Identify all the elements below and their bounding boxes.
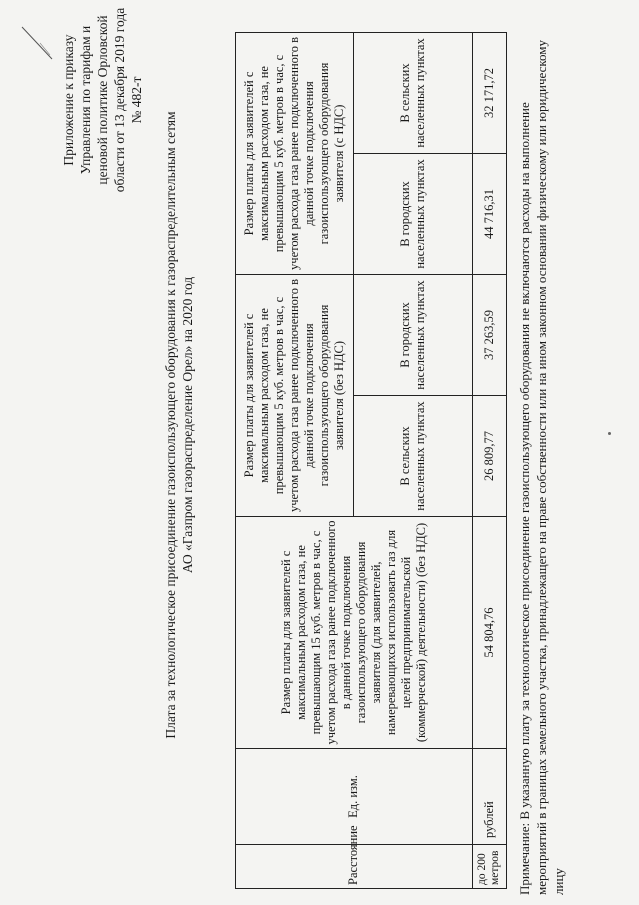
speck (608, 432, 611, 435)
subheader-rural: В сельских населенных пунктах (354, 396, 472, 517)
appendix-line: № 482-т (129, 76, 144, 124)
cell-val15: 54 804,76 (472, 517, 506, 749)
header-col15: Размер платы для заявителей с максимальным расходом газа, не превышающим 15 куб. метров в час, с учетом расхода газа ранее подключенного в данной точке подключения газоиспользующего оборудования заявителя (для заявителей, намеревающихся использовать газ для целей предпринимательской (коммерческой) деятельности) (без НДС) (236, 517, 473, 749)
subheader-rural-vat: В сельских населенных пунктах (354, 32, 472, 153)
cell-distance: до 200 метров (472, 845, 506, 889)
cell-urban-no-vat: 37 263,59 (472, 274, 506, 395)
tariff-table-wrap (235, 33, 507, 889)
table-row (472, 32, 506, 888)
cell-rural-vat: 32 171,72 (472, 32, 506, 153)
title-line: АО «Газпром газораспределение Орел» на 2020 год (180, 276, 195, 574)
appendix-line: ценовой политике Орловской (95, 15, 110, 185)
cell-urban-vat: 44 716,31 (472, 153, 506, 274)
cell-unit: рублей (472, 749, 506, 845)
pen-stroke-mark (16, 23, 56, 63)
cell-rural-no-vat: 26 809,77 (472, 396, 506, 517)
header-unit: Ед. изм. (236, 749, 473, 845)
subheader-urban-vat: В городских населенных пунктах (354, 153, 472, 274)
appendix-line: области от 13 декабря 2019 года (112, 7, 127, 193)
appendix-line: Приложение к приказу (61, 34, 76, 166)
document-title (162, 75, 196, 775)
header-distance: Расстояние (236, 845, 473, 889)
header-col5-no-vat: Размер платы для заявителей с максимальным расходом газа, не превышающим 5 куб. метров в час, с учетом расхода газа ранее подключенного в данной точке подключения газоиспользующего оборудования заявителя (без НДС) (236, 274, 354, 516)
appendix-block (60, 5, 145, 195)
header-col5-vat: Размер платы для заявителей с максимальным расходом газа, не превышающим 5 куб. метров в час, с учетом расхода газа ранее подключенного в данной точке подключения газоиспользующего оборудования заявителя (с НДС) (236, 32, 354, 274)
footnote: Примечание: В указанную плату за технологическое присоединение газоиспользующего оборудования не включаются расходы на выполнение мероприятий в границах земельного участка, принадлежащего на праве собственности или на ином законном основании физическому или юридическому лицу (517, 39, 566, 895)
subheader-urban: В городских населенных пунктах (354, 274, 472, 395)
title-line: Плата за технологическое присоединение газоиспользующего оборудования к газораспределительным сетям (163, 111, 178, 739)
tariff-table (235, 32, 507, 889)
appendix-line: Управления по тарифам и (78, 25, 93, 175)
